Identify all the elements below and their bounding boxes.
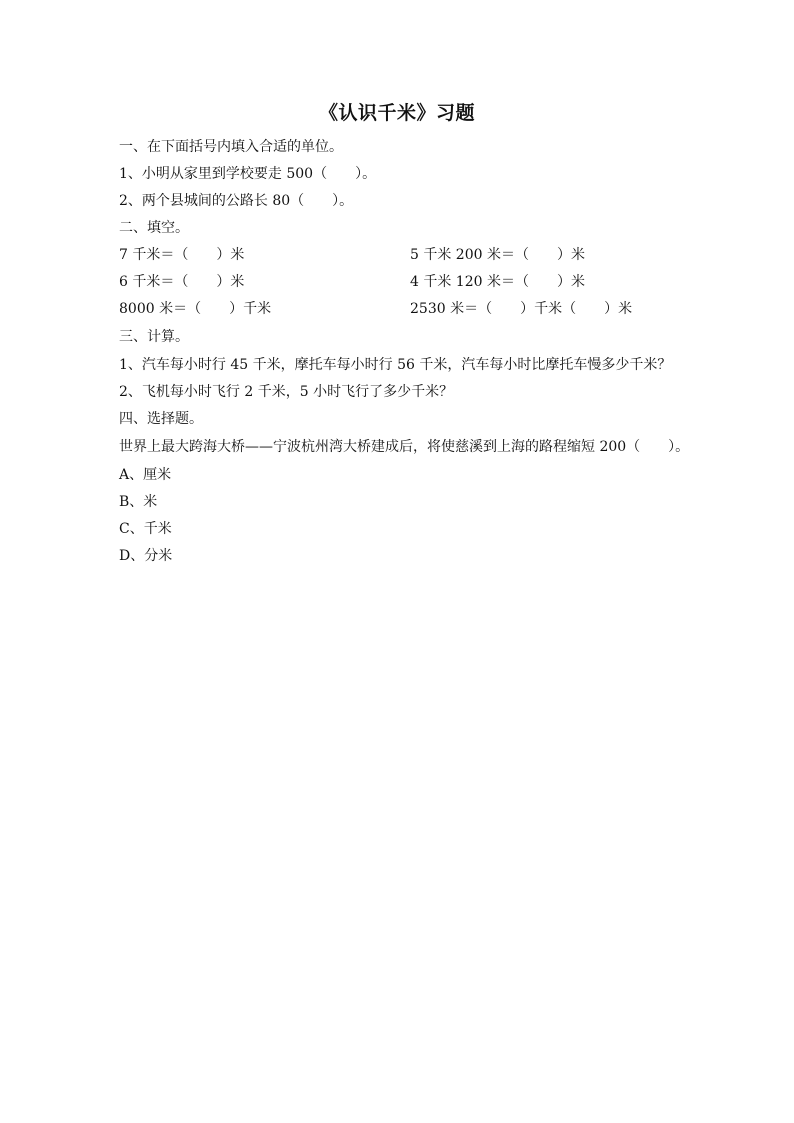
section-3-item-2: 2、飞机每小时飞行 2 千米，5 小时飞行了多少千米？ xyxy=(119,384,454,400)
section-1-item-1: 1、小明从家里到学校要走 500（ ）。 xyxy=(119,166,377,182)
choice-question: 世界上最大跨海大桥——宁波杭州湾大桥建成后，将使慈溪到上海的路程缩短 200（ ）。 xyxy=(119,439,690,455)
section-1-heading: 一、在下面括号内填入合适的单位。 xyxy=(119,139,343,155)
fill-blank-row-3-left: 8000 米＝（ ）千米 xyxy=(119,301,272,317)
page-title: 《认识千米》习题 xyxy=(318,102,475,124)
fill-blank-row-1-right: 5 千米 200 米＝（ ）米 xyxy=(410,247,585,263)
fill-blank-row-2-right: 4 千米 120 米＝（ ）米 xyxy=(410,274,585,290)
choice-option-b: B、米 xyxy=(119,494,158,510)
choice-option-c: C、千米 xyxy=(119,521,172,537)
section-3-heading: 三、计算。 xyxy=(119,329,189,345)
choice-option-a: A、厘米 xyxy=(119,467,172,483)
section-3-item-1: 1、汽车每小时行 45 千米，摩托车每小时行 56 千米，汽车每小时比摩托车慢多少千米？ xyxy=(119,357,672,373)
section-1-item-2: 2、两个县城间的公路长 80（ ）。 xyxy=(119,193,354,209)
fill-blank-row-2-left: 6 千米＝（ ）米 xyxy=(119,274,245,290)
fill-blank-row-3-right: 2530 米＝（ ）千米（ ）米 xyxy=(410,301,633,317)
section-4-heading: 四、选择题。 xyxy=(119,411,203,427)
fill-blank-row-1-left: 7 千米＝（ ）米 xyxy=(119,247,245,263)
section-2-heading: 二、填空。 xyxy=(119,220,189,236)
choice-option-d: D、分米 xyxy=(119,548,173,564)
